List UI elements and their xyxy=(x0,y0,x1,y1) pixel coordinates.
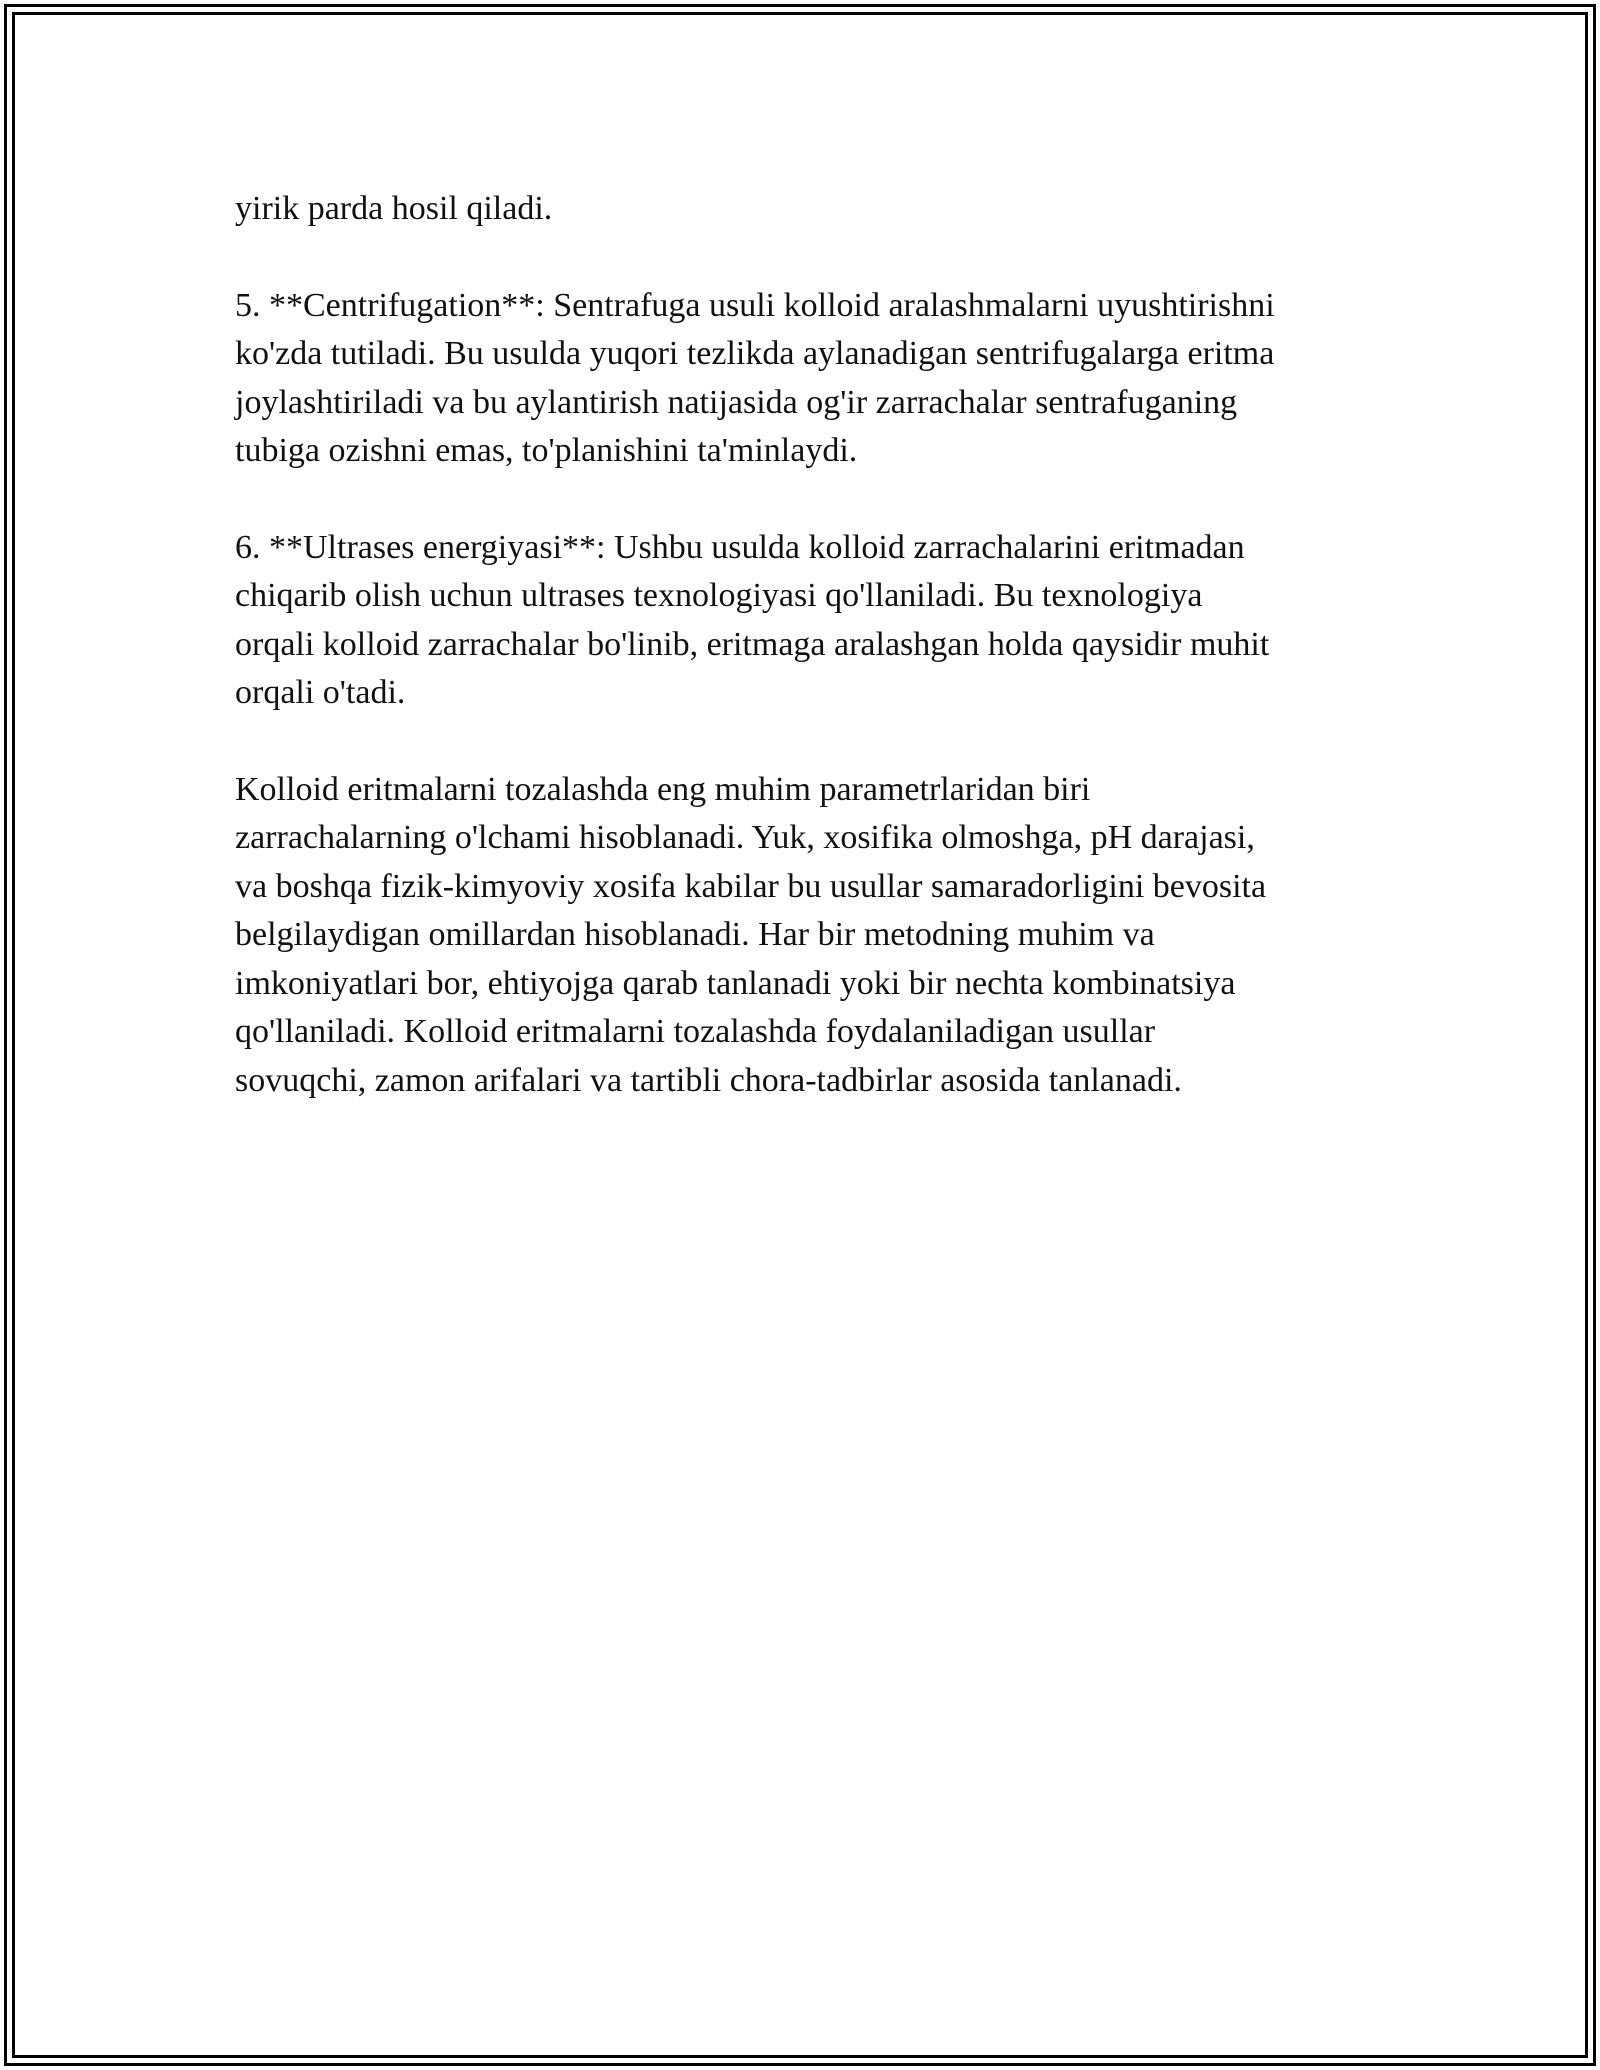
paragraph-conclusion xyxy=(235,766,1365,1106)
text-line: 5. **Centrifugation**: Sentrafuga usuli kolloid aralashmalarni uyushtirishni xyxy=(235,286,1275,324)
text-line: belgilaydigan omillardan hisoblanadi. Har bir metodning muhim va xyxy=(235,916,1155,953)
text-line: ko'zda tutiladi. Bu usulda yuqori tezlikda aylanadigan sentrifugalarga eritma xyxy=(235,335,1275,372)
text-line: chiqarib olish uchun ultrases texnologiyasi qo'llaniladi. Bu texnologiya xyxy=(235,577,1203,614)
paragraph-ultrasound xyxy=(235,524,1365,718)
document-body xyxy=(235,185,1365,1153)
text-line: tubiga ozishni emas, to'planishini ta'minlaydi. xyxy=(235,432,858,469)
paragraph-continuation xyxy=(235,185,1365,234)
text-line: zarrachalarning o'lchami hisoblanadi. Yuk, xosifika olmoshga, pH darajasi, xyxy=(235,819,1255,856)
text-line: sovuqchi, zamon arifalari va tartibli chora-tadbirlar asosida tanlanadi. xyxy=(235,1061,1182,1099)
text-line: qo'llaniladi. Kolloid eritmalarni tozalashda foydalaniladigan usullar xyxy=(235,1013,1156,1050)
paragraph-centrifugation xyxy=(235,282,1365,476)
text-line: yirik parda hosil qiladi. xyxy=(235,190,553,227)
text-line: joylashtiriladi va bu aylantirish natijasida og'ir zarrachalar sentrafuganing xyxy=(235,383,1238,421)
text-line: orqali kolloid zarrachalar bo'linib, eritmaga aralashgan holda qaysidir muhit xyxy=(235,625,1270,663)
text-line: imkoniyatlari bor, ehtiyojga qarab tanlanadi yoki bir nechta kombinatsiya xyxy=(235,964,1236,1002)
text-line: Kolloid eritmalarni tozalashda eng muhim parametrlaridan biri xyxy=(235,770,1091,808)
text-line: 6. **Ultrases energiyasi**: Ushbu usulda kolloid zarrachalarini eritmadan xyxy=(235,528,1245,566)
text-line: orqali o'tadi. xyxy=(235,674,406,711)
text-line: va boshqa fizik-kimyoviy xosifa kabilar bu usullar samaradorligini bevosita xyxy=(235,867,1267,905)
